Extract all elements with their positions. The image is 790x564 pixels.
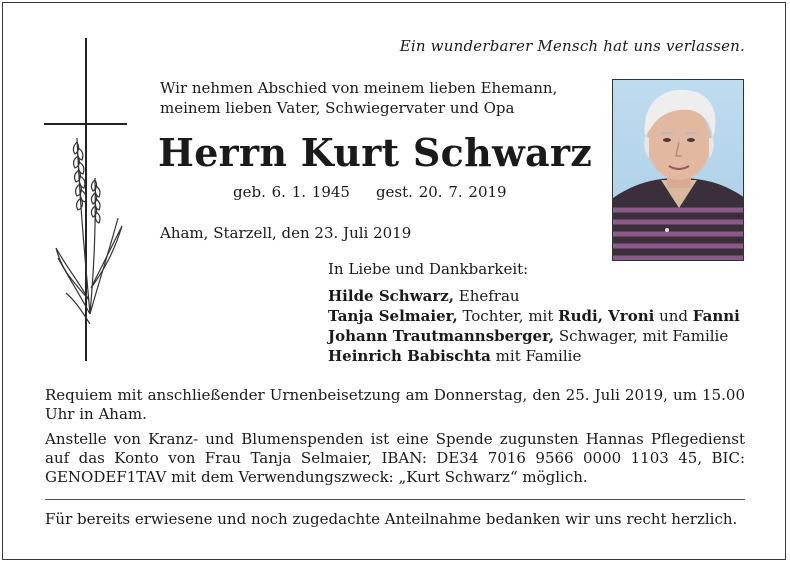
place-date: Aham, Starzell, den 23. Juli 2019 <box>160 224 412 242</box>
donation-text: Anstelle von Kranz- und Blumenspenden ist eine Spende zugunsten Hannas Pflegedienst auf das Konto von Frau Tanja Selmaier, IBAN: DE34 7016 9566 0000 1103 45, BIC: GENODEF1TAV mit dem Verwendungszweck: „Kurt Schwarz“ möglich. <box>45 430 745 486</box>
intro-text <box>160 78 557 118</box>
life-dates <box>233 183 507 201</box>
requiem-text: Requiem mit anschließender Urnenbeisetzung am Donnerstag, den 25. Juli 2019, um 15.00 Uhr in Aham. <box>45 386 745 423</box>
mourner-line: Heinrich Babischta mit Familie <box>328 347 582 365</box>
intro-line-1: Wir nehmen Abschied von meinem lieben Ehemann, <box>160 79 558 97</box>
mourners-list <box>328 286 740 366</box>
thanks-text: Für bereits erwiesene und noch zugedachte Anteilnahme bedanken wir uns recht herzlich. <box>45 510 738 528</box>
intro-line-2: meinem lieben Vater, Schwiegervater und Opa <box>160 99 515 117</box>
portrait-photo <box>612 79 744 261</box>
cross-with-wheat-icon <box>40 38 140 368</box>
birth-date: geb. 6. 1. 1945 <box>233 183 350 201</box>
divider <box>45 499 745 500</box>
mourner-line: Hilde Schwarz, Ehefrau <box>328 287 520 305</box>
mourner-line: Tanja Selmaier, Tochter, mit Rudi, Vroni und Fanni <box>328 307 740 325</box>
deceased-name: Herrn Kurt Schwarz <box>158 130 593 175</box>
death-date: gest. 20. 7. 2019 <box>375 183 507 201</box>
mourners-heading: In Liebe und Dankbarkeit: <box>328 260 529 278</box>
motto: Ein wunderbarer Mensch hat uns verlassen. <box>399 37 745 55</box>
mourner-line: Johann Trautmannsberger, Schwager, mit Familie <box>328 327 729 345</box>
